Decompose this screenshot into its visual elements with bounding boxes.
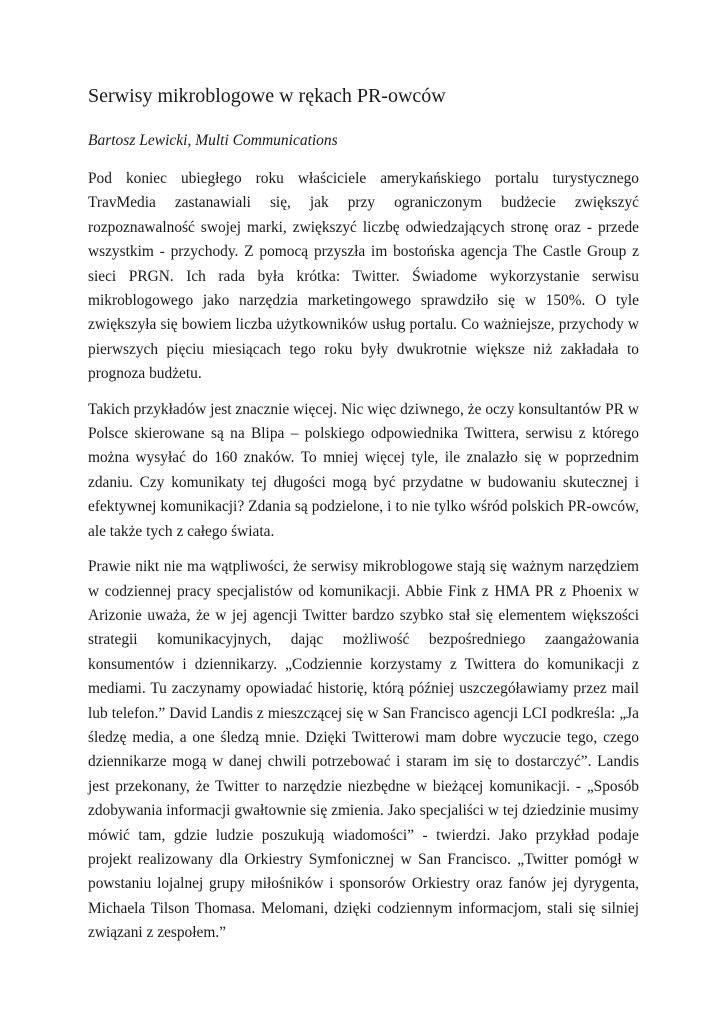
author-line: Bartosz Lewicki, Multi Communications <box>88 132 338 149</box>
document-page <box>88 82 639 957</box>
paragraph-3: Prawie nikt nie ma wątpliwości, że serwisy mikroblogowe stają się ważnym narzędziem w codziennej pracy specjalistów od komunikacji. Abbie Fink z HMA PR z Phoenix w Arizonie uważa, że w jej agencji Twitter bardzo szybko stał się elementem większości strategii komunikacyjnych, dając możliwość bezpośredniego zaangażowania konsumentów i dziennikarzy. „Codziennie korzystamy z Twittera do komunikacji z mediami. Tu zaczynamy opowiadać historię, którą później uszczegóławiamy przez mail lub telefon.” David Landis z mieszczącej się w San Francisco agencji LCI podkreśla: „Ja śledzę media, a one śledzą mnie. Dzięki Twitterowi mam dobre wyczucie tego, czego dziennikarze mogą w danej chwili potrzebować i staram im się to dostarczyć”. Landis jest przekonany, że Twitter to narzędzie niezbędne w bieżącej komunikacji. - „Sposób zdobywania informacji gwałtownie się zmienia. Jako specjaliści w tej dziedzinie musimy mówić tam, gdzie ludzie poszukują wiadomości” - twierdzi. Jako przykład podaje projekt realizowany dla Orkiestry Symfonicznej w San Francisco. „Twitter pomógł w powstaniu lojalnej grupy miłośników i sponsorów Orkiestry oraz fanów jej dyrygenta, Michaela Tilson Thomasa. Melomani, dzięki codziennym informacjom, stali się silniej związani z zespołem.” <box>88 558 639 942</box>
paragraph-2: Takich przykładów jest znacznie więcej. Nic więc dziwnego, że oczy konsultantów PR w Polsce skierowane są na Blipa – polskiego odpowiednika Twittera, serwisu z którego można wysyłać do 160 znaków. To mniej więcej tyle, ile znalazło się w poprzednim zdaniu. Czy komunikaty tej długości mogą być przydatne w budowaniu skutecznej i efektywnej komunikacji? Zdania są podzielone, i to nie tylko wśród polskich PR-owców, ale także tych z całego świata. <box>88 400 639 540</box>
document-title: Serwisy mikroblogowe w rękach PR-owców <box>88 85 446 107</box>
paragraph-1: Pod koniec ubiegłego roku właściciele amerykańskiego portalu turystycznego TravMedia zastanawiali się, jak przy ograniczonym budżecie zwiększyć rozpoznawalność swojej marki, zwiększyć liczbę odwiedzających stronę oraz - przede wszystkim - przychody. Z pomocą przyszła im bostońska agencja The Castle Group z sieci PRGN. Ich rada była krótka: Twitter. Świadome wykorzystanie serwisu mikroblogowego jako narzędzia marketingowego sprawdziło się w 150%. O tyle zwiększyła się bowiem liczba użytkowników usług portalu. Co ważniejsze, przychody w pierwszych pięciu miesiącach tego roku były dwukrotnie większe niż zakładała to prognoza budżetu. <box>88 170 639 383</box>
